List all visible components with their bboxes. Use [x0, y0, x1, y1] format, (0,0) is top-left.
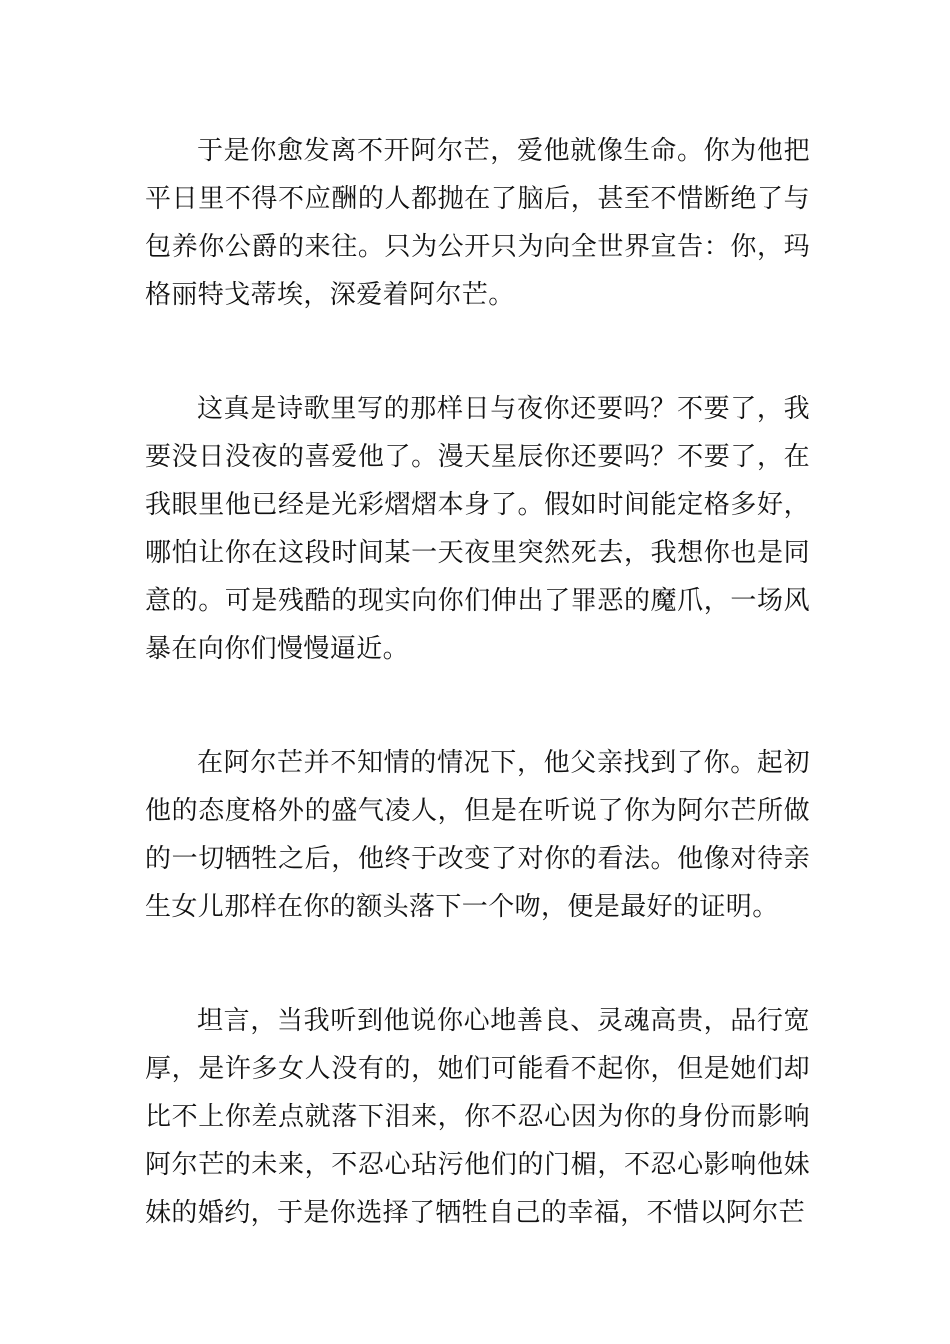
paragraph-3: 在阿尔芒并不知情的情况下，他父亲找到了你。起初他的态度格外的盛气凌人，但是在听说了你为阿尔芒所做的一切牺牲之后，他终于改变了对你的看法。他像对待亲生女儿那样在你的额头落下一个吻，便是最好的证明。	[145, 748, 810, 922]
document-body	[145, 127, 810, 1237]
paragraph-4: 坦言，当我听到他说你心地善良、灵魂高贵，品行宽厚，是许多女人没有的，她们可能看不起你，但是她们却比不上你差点就落下泪来，你不忍心因为你的身份而影响阿尔芒的未来，不忍心玷污他们的门楣，不忍心影响他妹妹的婚约，于是你选择了牺牲自己的幸福，不惜以阿尔芒	[145, 1006, 810, 1228]
paragraph-2: 这真是诗歌里写的那样日与夜你还要吗？不要了，我要没日没夜的喜爱他了。漫天星辰你还要吗？不要了，在我眼里他已经是光彩熠熠本身了。假如时间能定格多好，哪怕让你在这段时间某一天夜里突然死去，我想你也是同意的。可是残酷的现实向你们伸出了罪恶的魔爪，一场风暴在向你们慢慢逼近。	[145, 394, 810, 664]
paragraph-1: 于是你愈发离不开阿尔芒，爱他就像生命。你为他把平日里不得不应酬的人都抛在了脑后，甚至不惜断绝了与包养你公爵的来往。只为公开只为向全世界宣告：你，玛格丽特戈蒂埃，深爱着阿尔芒。	[145, 136, 810, 310]
